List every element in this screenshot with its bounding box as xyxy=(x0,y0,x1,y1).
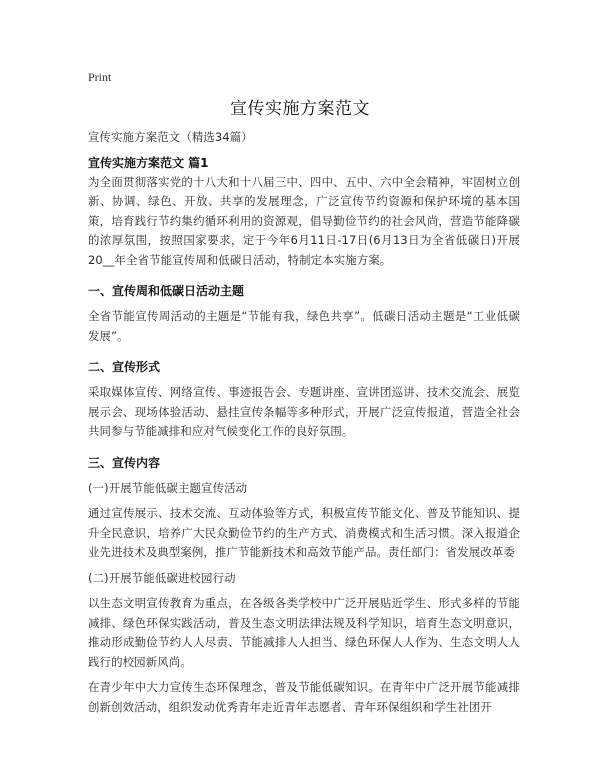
document-body xyxy=(88,128,520,717)
section2-title: 二、宣传形式 xyxy=(88,360,161,374)
intro-paragraph: 为全面贯彻落实党的十八大和十八届三中、四中、五中、六中全会精神，牢固树立创新、协调、绿色、开放、共享的发展理念，广泛宣传节约资源和保护环境的基本国策，培育践行节约集约循环利用的资源观，倡导勤俭节约的社会风尚，营造节能降碳的浓厚氛围，按照国家要求，定于今年6月11日-17日(6月13日为全省低碳日)开展20__年全省节能宣传周和低碳日活动，特制定本实施方案。 xyxy=(88,174,520,267)
section3-title: 三、宣传内容 xyxy=(88,455,161,470)
section1-paragraph: 全省节能宣传周活动的主题是“节能有我，绿色共享”。低碳日活动主题是“工业低碳发展”。 xyxy=(88,309,520,343)
document-title: 宣传实施方案范文 xyxy=(230,99,370,119)
subsection1-title: (一)开展节能低碳主题宣传活动 xyxy=(88,480,248,495)
subtitle: 宣传实施方案范文（精选34篇） xyxy=(88,130,253,144)
section2-paragraph: 采取媒体宣传、网络宣传、事迹报告会、专题讲座、宣讲团巡讲、技术交流会、展览展示会、现场体验活动、悬挂宣传条幅等多种形式，开展广泛宣传报道，营造全社会共同参与节能减排和应对气候变化工作的良好氛围。 xyxy=(88,385,520,438)
subsection1-paragraph: 通过宣传展示、技术交流、互动体验等方式，积极宣传节能文化、普及节能知识、提升全民意识，培养广大民众勤俭节约的生产方式、消费模式和生活习惯。深入报道企业先进技术及典型案例，推广节能新技术和高效节能产品。责任部门：省发展改革委 xyxy=(88,506,520,559)
subsection2-title: (二)开展节能低碳进校园行动 xyxy=(88,570,236,585)
subsection2-paragraph-2: 在青少年中大力宣传生态环保理念，普及节能低碳知识。在青年中广泛开展节能减排创新创效活动，组织发动优秀青年走近青年志愿者、青年环保组织和学生社团开 xyxy=(88,680,520,714)
section1-title: 一、宣传周和低碳日活动主题 xyxy=(88,284,245,298)
print-link[interactable]: Print xyxy=(88,70,112,84)
article-heading: 宣传实施方案范文 篇1 xyxy=(88,155,209,170)
subsection2-paragraph: 以生态文明宣传教育为重点，在各级各类学校中广泛开展贴近学生、形式多样的节能减排、绿色环保实践活动，普及生态文明法律法规及科学知识，培育生态文明意识，推动形成勤俭节约人人尽责、节能减排人人担当、绿色环保人人作为、生态文明人人践行的校园新风尚。 xyxy=(88,596,520,669)
